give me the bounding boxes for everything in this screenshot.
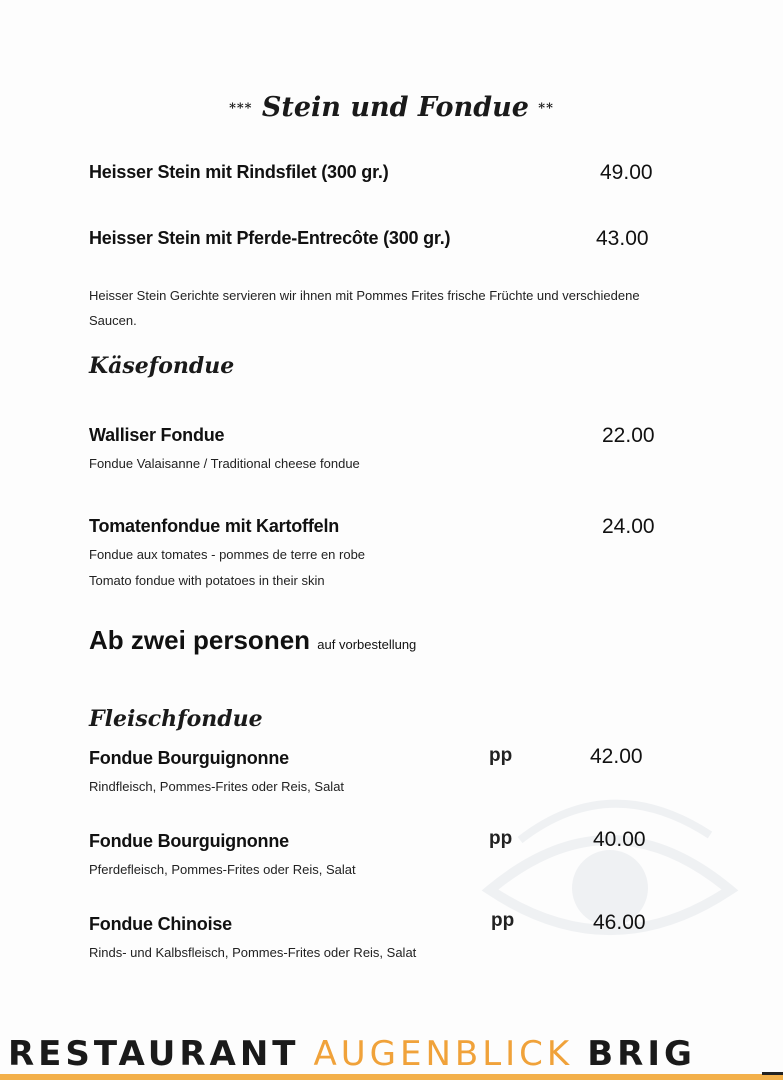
min-persons-text: Ab zwei personen	[89, 625, 311, 655]
restaurant-footer-logo	[8, 1034, 696, 1074]
eye-watermark-image	[480, 780, 740, 980]
price-unit: pp	[489, 745, 513, 766]
dish-price: 22.00	[602, 424, 655, 447]
dish-price: 40.00	[593, 828, 646, 851]
price-unit: pp	[491, 910, 515, 931]
preorder-note: auf vorbestellung	[317, 637, 417, 652]
title-stars-left: ***	[229, 101, 253, 116]
dish-name: Heisser Stein mit Pferde-Entrecôte (300 gr.)	[89, 228, 451, 248]
dish-description: Fondue aux tomates - pommes de terre en robe	[89, 547, 366, 562]
dish-description: Tomato fondue with potatoes in their skin	[89, 573, 325, 588]
footer-restaurant-name: AUGENBLICK	[313, 1034, 574, 1074]
footer-corner-line	[762, 1072, 783, 1075]
dish-price: 46.00	[593, 911, 646, 934]
dish-name: Walliser Fondue	[89, 425, 225, 445]
dish-price: 43.00	[596, 227, 649, 250]
dish-name: Fondue Bourguignonne	[89, 831, 289, 851]
footer-town: BRIG	[587, 1034, 696, 1074]
title-stars-right: **	[538, 101, 554, 116]
page-title	[0, 92, 783, 123]
section-title-kaesefondue: Käsefondue	[89, 353, 235, 379]
dish-name: Fondue Chinoise	[89, 914, 232, 934]
dish-price: 42.00	[590, 745, 643, 768]
dish-description: Rindfleisch, Pommes-Frites oder Reis, Salat	[89, 779, 345, 794]
dish-description: Rinds- und Kalbsfleisch, Pommes-Frites oder Reis, Salat	[89, 945, 417, 960]
footer-restaurant: RESTAURANT	[8, 1034, 300, 1074]
dish-price: 24.00	[602, 515, 655, 538]
min-persons-label	[89, 625, 416, 656]
dish-name: Heisser Stein mit Rindsfilet (300 gr.)	[89, 162, 389, 182]
section-title-fleischfondue: Fleischfondue	[89, 706, 263, 732]
stein-note: Heisser Stein Gerichte servieren wir ihnen mit Pommes Frites frische Früchte und verschiedene Saucen.	[89, 288, 640, 328]
dish-description: Fondue Valaisanne / Traditional cheese fondue	[89, 456, 360, 471]
price-unit: pp	[489, 828, 513, 849]
dish-name: Fondue Bourguignonne	[89, 748, 289, 768]
footer-accent-bar	[0, 1074, 783, 1080]
title-text: Stein und Fondue	[261, 92, 529, 123]
dish-price: 49.00	[600, 161, 653, 184]
dish-description: Pferdefleisch, Pommes-Frites oder Reis, Salat	[89, 862, 356, 877]
dish-name: Tomatenfondue mit Kartoffeln	[89, 516, 340, 536]
